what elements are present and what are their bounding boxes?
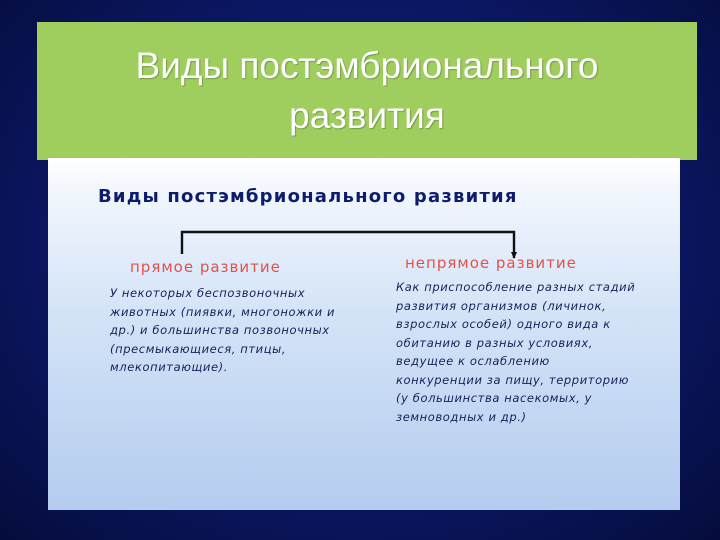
- content-panel: [48, 158, 680, 510]
- slide-title: Виды постэмбрионального развития: [135, 45, 599, 136]
- direct-development-label: прямое развитие: [130, 258, 281, 276]
- indirect-development-text: Как приспособление разных стадий развития организмов (личинок, взрослых особей) одного вида к обитанию в разных условиях, ведущее к ослаблению конкуренции за пищу, территорию (у большинства насекомых, у земноводных и др.): [396, 280, 636, 424]
- indirect-development-label: непрямое развитие: [405, 254, 577, 272]
- slide-title-bar: [37, 22, 697, 160]
- panel-heading: Виды постэмбрионального развития: [98, 186, 518, 207]
- branch-bracket: [48, 158, 680, 268]
- direct-development-text: У некоторых беспозвоночных животных (пиявки, многоножки и др.) и большинства позвоночных (пресмыкающиеся, птицы, млекопитающие).: [110, 286, 336, 374]
